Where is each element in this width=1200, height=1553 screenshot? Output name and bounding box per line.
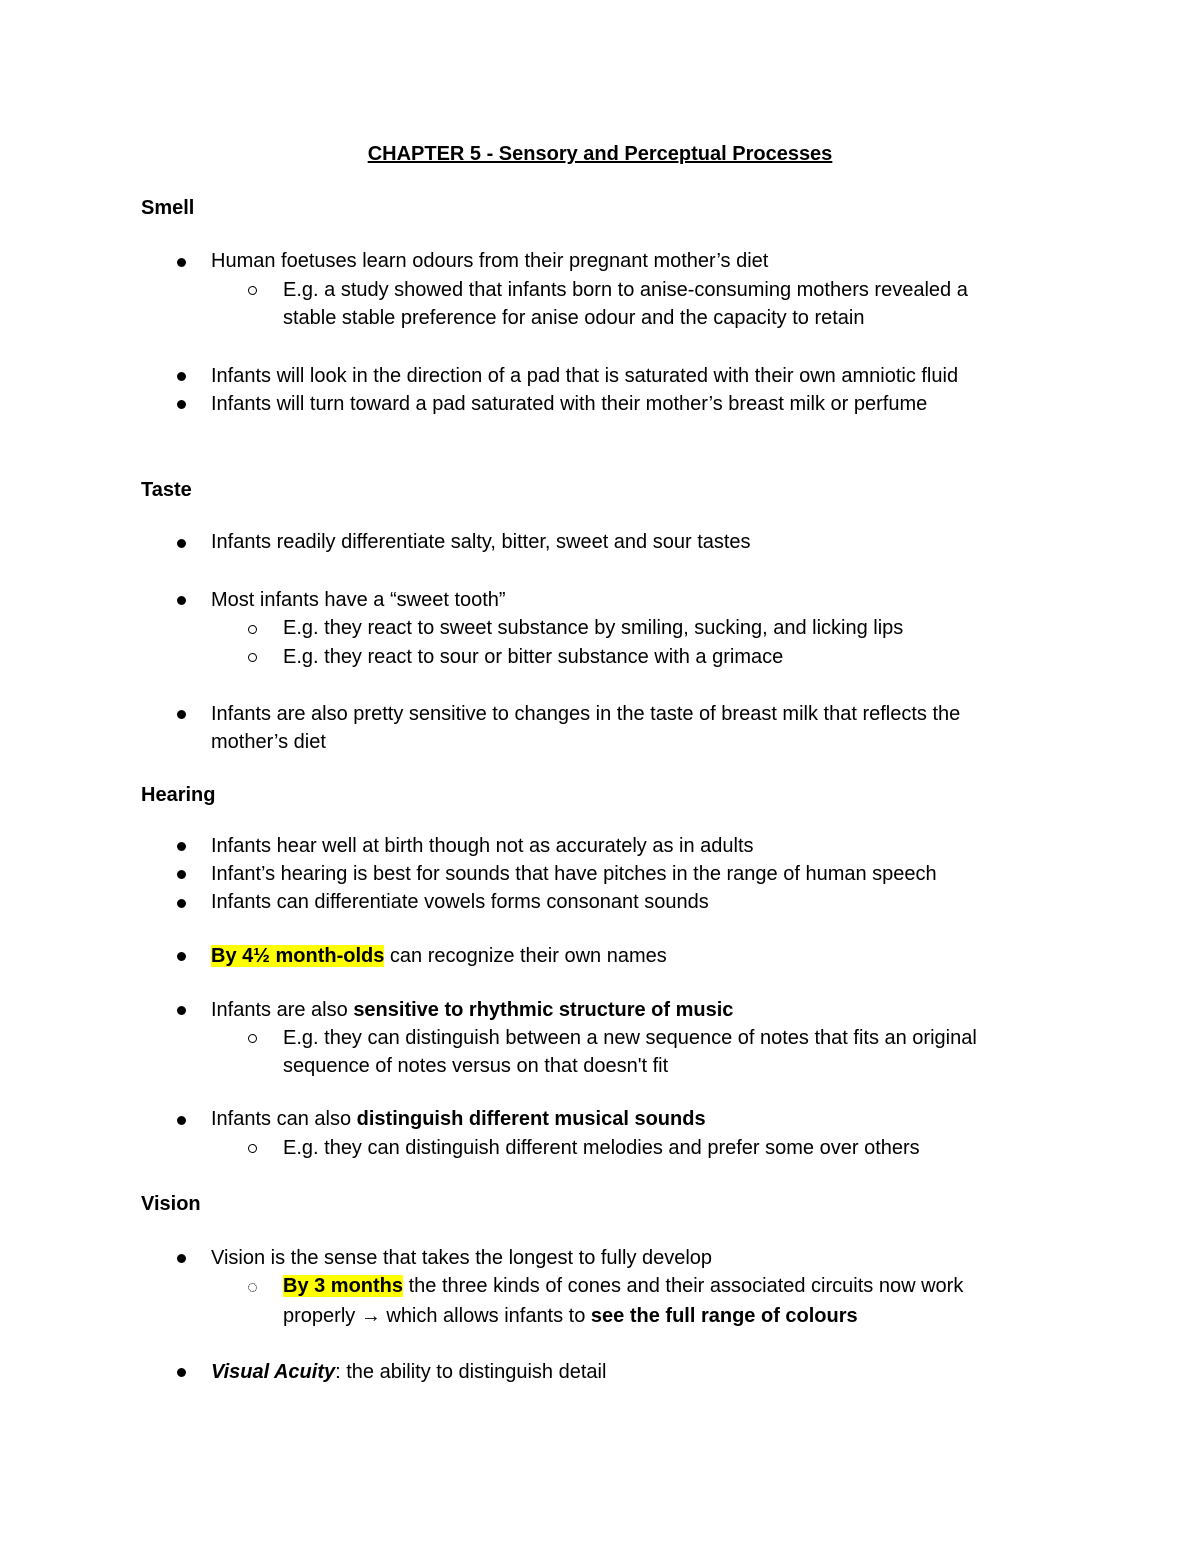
bold-text: distinguish different musical sounds [356, 1108, 706, 1130]
sub-bullet-icon [248, 625, 257, 634]
sub-bullet-icon [248, 1144, 257, 1153]
list-item: Vision is the sense that takes the longest to fully develop [211, 1247, 713, 1269]
bullet-icon [177, 870, 186, 879]
list-item: Infants can differentiate vowels forms consonant sounds [211, 891, 709, 913]
sub-list-item: E.g. they react to sweet substance by smiling, sucking, and licking lips [283, 617, 904, 639]
highlighted-text: By 4½ month-olds [211, 945, 385, 967]
sub-bullet-icon [248, 1283, 257, 1292]
bold-text: see the full range of colours [590, 1305, 858, 1327]
sub-bullet-icon [248, 1034, 257, 1043]
sub-list-item: By 3 months the three kinds of cones and their associated circuits now work [283, 1275, 964, 1297]
list-item: By 4½ month-olds can recognize their own names [211, 945, 667, 967]
list-item: Visual Acuity: the ability to distinguish detail [211, 1361, 607, 1383]
sub-bullet-icon [248, 653, 257, 662]
sub-bullet-icon [248, 286, 257, 295]
sub-list-item: E.g. a study showed that infants born to anise-consuming mothers revealed a [283, 279, 968, 301]
bullet-icon [177, 400, 186, 409]
list-item: Infants will look in the direction of a pad that is saturated with their own amniotic fluid [211, 365, 959, 387]
list-item: Infants can also distinguish different musical sounds [211, 1108, 706, 1130]
bullet-icon [177, 1116, 186, 1125]
heading-hearing: Hearing [141, 784, 216, 806]
highlighted-text: By 3 months [283, 1275, 404, 1297]
list-item: Most infants have a “sweet tooth” [211, 589, 506, 611]
heading-taste: Taste [141, 479, 192, 501]
heading-smell: Smell [141, 197, 195, 219]
list-item: Infants are also pretty sensitive to changes in the taste of breast milk that reflects the [211, 703, 961, 725]
bullet-icon [177, 1006, 186, 1015]
bold-text: sensitive to rhythmic structure of music [353, 999, 734, 1021]
list-item: Infants readily differentiate salty, bitter, sweet and sour tastes [211, 531, 751, 553]
bullet-icon [177, 710, 186, 719]
list-item-continued: mother’s diet [211, 731, 326, 753]
list-item: Infants are also sensitive to rhythmic structure of music [211, 999, 734, 1021]
bullet-icon [177, 258, 186, 267]
list-item: Infants hear well at birth though not as accurately as in adults [211, 835, 754, 857]
bullet-icon [177, 1254, 186, 1263]
sub-list-item: E.g. they can distinguish between a new sequence of notes that fits an original [283, 1027, 977, 1049]
bullet-icon [177, 952, 186, 961]
bullet-icon [177, 899, 186, 908]
heading-vision: Vision [141, 1193, 201, 1215]
bullet-icon [177, 842, 186, 851]
sub-list-item-continued: stable stable preference for anise odour and the capacity to retain [283, 307, 865, 329]
bullet-icon [177, 372, 186, 381]
sub-list-item-continued: sequence of notes versus on that doesn't fit [283, 1055, 669, 1077]
bold-italic-term: Visual Acuity [211, 1361, 336, 1383]
sub-list-item-continued: properly → which allows infants to see the full range of colours [283, 1305, 858, 1327]
sub-list-item: E.g. they react to sour or bitter substance with a grimace [283, 646, 784, 668]
bullet-icon [177, 1368, 186, 1377]
list-item: Infants will turn toward a pad saturated with their mother’s breast milk or perfume [211, 393, 928, 415]
list-item: Infant’s hearing is best for sounds that have pitches in the range of human speech [211, 863, 937, 885]
sub-list-item: E.g. they can distinguish different melodies and prefer some over others [283, 1137, 920, 1159]
bullet-icon [177, 596, 186, 605]
page-title: CHAPTER 5 - Sensory and Perceptual Processes [367, 143, 833, 165]
list-item: Human foetuses learn odours from their pregnant mother’s diet [211, 250, 769, 272]
bullet-icon [177, 539, 186, 548]
